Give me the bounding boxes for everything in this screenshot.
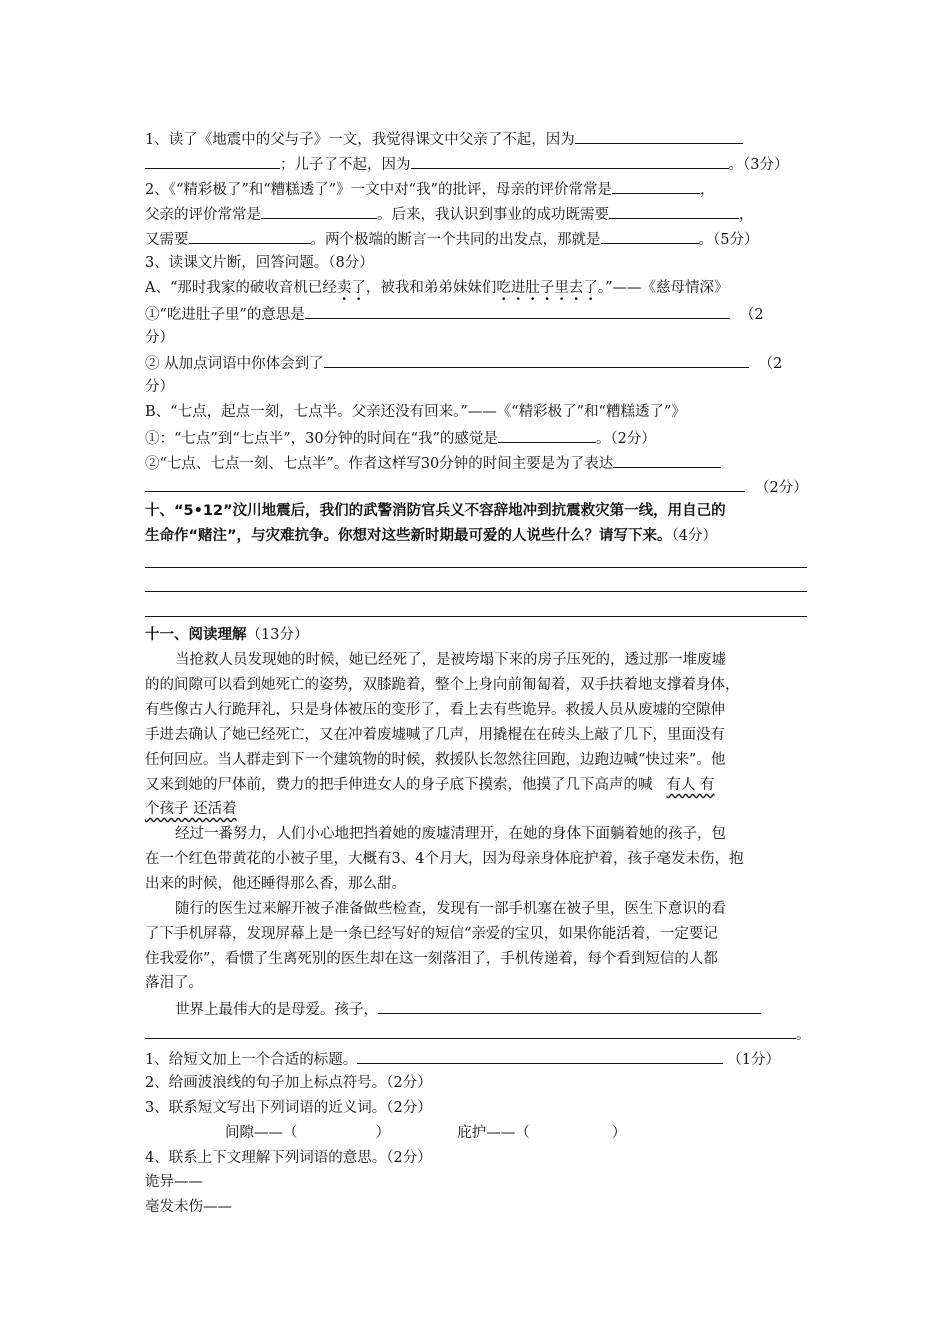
answer-line[interactable] <box>145 616 807 617</box>
q11-score: （1分） <box>727 1052 780 1068</box>
dotted-char: 子 <box>539 280 555 296</box>
passage-line: 有些像古人行跪拜礼，只是身体被压的变形了，看上去有些诡异。救援人员从废墟的空隙伸 <box>145 702 725 718</box>
q9-line8 <box>145 303 764 325</box>
passage-line: 住我爱你”，看惯了生离死别的医生却在这一刻落泪了，手机传递着，每个看到短信的人都 <box>145 951 718 967</box>
answer-blank[interactable] <box>357 1048 723 1064</box>
answer-blank[interactable] <box>189 228 311 244</box>
q9-score: （2 <box>758 356 783 372</box>
sub-question: ② 从加点词语中你体会到了 <box>145 356 324 372</box>
q9-line5 <box>145 228 758 250</box>
dotted-char: 里 <box>554 280 569 296</box>
passage-line: 落泪了。 <box>145 975 203 991</box>
answer-blank[interactable] <box>601 228 699 244</box>
dotted-char: 了 <box>351 280 366 296</box>
section-heading: 十一、阅读理解 <box>145 627 247 643</box>
q9-line2 <box>145 153 788 175</box>
synonym-word: 间隙——（ <box>225 1125 298 1141</box>
punct: ， <box>699 182 715 198</box>
q10-line1: 十、“5•12”汶川地震后，我们的武警消防官兵义不容辞地冲到抗震救灾第一线，用自己的 <box>145 503 726 519</box>
answer-blank[interactable] <box>145 153 280 169</box>
meaning-row: 毫发未伤—— <box>145 1199 232 1215</box>
q9-item2-text: 2、《“精彩极了”和“糟糕透了”》一文中对“我”的批评，母亲的评价常常是 <box>145 182 612 198</box>
passage-line <box>145 998 761 1020</box>
q9-line15 <box>145 476 808 498</box>
answer-blank[interactable] <box>498 427 596 443</box>
synonym-row <box>225 1123 626 1143</box>
sub-question: ①：“七点”到“七点半”，30分钟的时间在“我”的感觉是 <box>145 431 498 447</box>
sub-question: ②“七点、七点一刻、七点半”。作者这样写30分钟的时间主要是为了表达 <box>145 456 614 472</box>
q9-line12: B、“七点，起点一刻，七点半。父亲还没有回来。”——《“精彩极了”和“糟糕透了”》 <box>145 404 686 420</box>
passage-line <box>145 775 715 795</box>
passage-line <box>145 799 237 819</box>
answer-blank[interactable] <box>411 153 729 169</box>
q9-line6: 3、读课文片断，回答问题。（8分） <box>145 255 374 271</box>
q9-line14 <box>145 452 721 474</box>
passage-text: 世界上最伟大的是母爱。孩子， <box>175 1002 378 1018</box>
answer-blank[interactable] <box>575 128 743 144</box>
q9-line9: 分） <box>145 330 174 346</box>
answer-blank[interactable] <box>145 476 745 492</box>
q9-line1 <box>145 128 743 150</box>
q11-item2: 2、给画波浪线的句子加上标点符号。（2分） <box>145 1075 432 1091</box>
punct: ） <box>375 1125 390 1141</box>
q11-title <box>145 625 308 645</box>
answer-blank[interactable] <box>609 203 739 219</box>
answer-blank[interactable] <box>612 178 700 194</box>
q10-line2 <box>145 526 717 546</box>
answer-blank[interactable] <box>261 203 377 219</box>
q9-line3 <box>145 178 714 200</box>
dotted-char: 了 <box>583 280 598 296</box>
quote-source: 。”——《慈母情深》 <box>597 280 729 296</box>
answer-blank[interactable] <box>378 998 761 1014</box>
sub-question: ①“吃进肚子里”的意思是 <box>145 307 305 323</box>
sub-question: 1、给短文加上一个合适的标题。 <box>145 1052 358 1068</box>
answer-line[interactable] <box>145 591 807 592</box>
punct: ， <box>739 207 754 223</box>
meaning-row: 诡异—— <box>145 1174 203 1190</box>
q11-item4: 4、联系上下文理解下列词语的意思。（2分） <box>145 1150 432 1166</box>
answer-blank[interactable] <box>145 1023 796 1039</box>
dotted-char: 吃 <box>496 280 511 296</box>
q9-item1-text: ；儿子了不起，因为 <box>280 157 411 173</box>
passage-line: 任何回应。当人群走到下一个建筑物的时候，救援队长忽然往回跑，边跑边喊“快过来”。他 <box>145 752 726 768</box>
section-score: （13分） <box>246 627 309 643</box>
q9-score: 。（2分） <box>595 431 656 447</box>
q9-score: （2分） <box>755 480 808 496</box>
passage-line: 在一个红色带黄花的小被子里，大概有3、4个月大，因为母亲身体庇护着，孩子毫发未伤，抱 <box>145 851 744 867</box>
dotted-char: 去 <box>568 280 584 296</box>
q9-line11: 分） <box>145 379 174 395</box>
q11-item1 <box>145 1048 780 1070</box>
passage-line: 了下手机屏幕，发现屏幕上是一条已经写好的短信“亲爱的宝贝，如果你能活着，一定要记 <box>145 926 718 942</box>
passage-line: 随行的医生过来解开被子准备做些检查，发现有一部手机塞在被子里，医生下意识的看 <box>175 901 726 917</box>
q9-score: 。（5分） <box>698 232 759 248</box>
q9-line13 <box>145 427 656 449</box>
passage-line: 手进去确认了她已经死亡，又在冲着废墟喊了几声，用撬棍在在砖头上敲了几下，里面没有 <box>145 727 725 743</box>
passage-line <box>145 1023 811 1045</box>
answer-blank[interactable] <box>613 452 721 468</box>
synonym-word: 庇护——（ <box>457 1125 530 1141</box>
punct: ） <box>611 1125 627 1141</box>
q9-item2-text: 又需要 <box>145 232 189 248</box>
answer-blank[interactable] <box>324 352 749 368</box>
passage-line: 当抢救人员发现她的时候，她已经死了，是被垮塌下来的房子压死的，透过那一堆废墟 <box>175 652 726 668</box>
q10-prompt: 生命作“赌注”，与灾难抗争。你想对这些新时期最可爱的人说些什么？请写下来。 <box>145 528 672 544</box>
passage-text: 又来到她的尸体前，费力的把手伸进女人的身子底下摸索，他摸了几下高声的喊 <box>145 777 653 793</box>
q9-line4 <box>145 203 754 225</box>
passage-line: 的的间隙可以看到她死亡的姿势，双膝跪着，整个上身向前匍匐着，双手扶着地支撑着身体， <box>145 677 740 693</box>
quote-text: ，被我和弟弟妹妹们 <box>365 280 497 296</box>
q9-item2-text: 。后来，我认识到事业的成功既需要 <box>377 207 609 223</box>
q9-score: 。（3分） <box>728 157 789 173</box>
q9-item1-text: 1、读了《地震中的父与子》一文，我觉得课文中父亲了不起，因为 <box>145 132 575 148</box>
q9-item2-text: 父亲的评价常常是 <box>145 207 261 223</box>
dotted-char: 肚 <box>525 280 540 296</box>
q9-line7 <box>145 278 729 298</box>
dotted-char: 进 <box>510 280 526 296</box>
dotted-char: 卖 <box>336 280 352 296</box>
q11-item3: 3、联系短文写出下列词语的近义词。（2分） <box>145 1100 432 1116</box>
q9-score: （2 <box>739 307 764 323</box>
q9-line10 <box>145 352 782 374</box>
answer-blank[interactable] <box>305 303 730 319</box>
passage-line: 出来的时候，他还睡得那么香，那么甜。 <box>145 876 406 892</box>
quote-text: A、“那时我家的破收音机已经 <box>145 280 337 296</box>
punct: 。 <box>796 1027 811 1043</box>
q9-item2-text: 。两个极端的断言一个共同的出发点，那就是 <box>310 232 601 248</box>
wavy-sentence: 有人 有 <box>666 777 715 793</box>
wavy-sentence: 个孩子 还活着 <box>145 801 237 817</box>
q10-score: （4分） <box>671 528 718 544</box>
passage-line: 经过一番努力，人们小心地把挡着她的废墟清理开，在她的身体下面躺着她的孩子，包 <box>175 826 726 842</box>
answer-line[interactable] <box>145 567 807 568</box>
